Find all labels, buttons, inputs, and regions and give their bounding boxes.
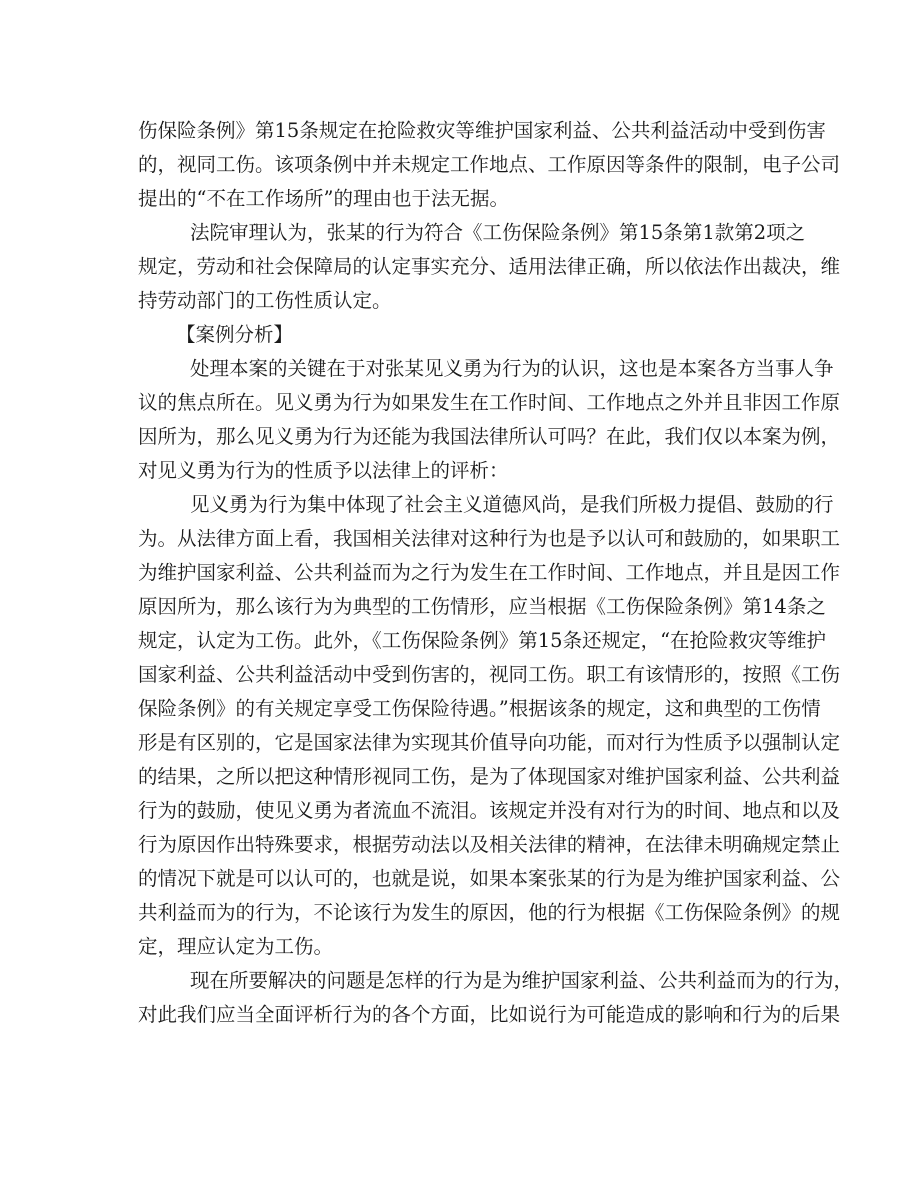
section-heading <box>138 318 786 352</box>
text-line: 议的焦点所在。见义勇为行为如果发生在工作时间、工作地点之外并且非因工作原 <box>138 391 841 414</box>
paragraph-court-ruling <box>138 216 841 318</box>
text-line: 对见义勇为行为的性质予以法律上的评析： <box>138 459 509 482</box>
text-line: 法院审理认为，张某的行为符合《工伤保险条例》第15条第1款第2项之 <box>190 221 806 244</box>
text-line: 的结果，之所以把这种情形视同工伤，是为了体现国家对维护国家利益、公共利益 <box>138 765 841 788</box>
text-line: 伤保险条例》第15条规定在抢险救灾等维护国家利益、公共利益活动中受到伤害 <box>138 119 826 142</box>
text-line: 规定，劳动和社会保障局的认定事实充分、适用法律正确，所以依法作出裁决，维 <box>138 255 841 278</box>
text-line: 为维护国家利益、公共利益而为之行为发生在工作时间、工作地点，并且是因工作 <box>138 561 841 584</box>
text-line: 行为的鼓励，使见义勇为者流血不流泪。该规定并没有对行为的时间、地点和以及 <box>138 799 841 822</box>
text-line: 保险条例》的有关规定享受工伤保险待遇。”根据该条的规定，这和典型的工伤情 <box>138 697 821 720</box>
text-line: 共利益而为的行为，不论该行为发生的原因，他的行为根据《工伤保险条例》的规 <box>138 901 841 924</box>
text-line: 为。从法律方面上看，我国相关法律对这种行为也是予以认可和鼓励的，如果职工 <box>138 527 841 550</box>
text-line: 规定，认定为工伤。此外，《工伤保险条例》第15条还规定，“在抢险救灾等维护 <box>138 629 827 652</box>
text-line: 的情况下就是可以认可的，也就是说，如果本案张某的行为是为维护国家利益、公 <box>138 867 841 890</box>
text-line: 定，理应认定为工伤。 <box>138 935 334 958</box>
text-line: 现在所要解决的问题是怎样的行为是为维护国家利益、公共利益而为的行为， <box>190 969 854 992</box>
text-line: 的，视同工伤。该项条例中并未规定工作地点、工作原因等条件的限制，电子公司 <box>138 153 841 176</box>
text-line: 原因所为，那么该行为为典型的工伤情形，应当根据《工伤保险条例》第14条之 <box>138 595 826 618</box>
paragraph-continuation <box>138 114 841 216</box>
text-line: 因所为，那么见义勇为行为还能为我国法律所认可吗？在此，我们仅以本案为例， <box>138 425 841 448</box>
text-line: 持劳动部门的工伤性质认定。 <box>138 289 392 312</box>
text-line: 处理本案的关键在于对张某见义勇为行为的认识，这也是本案各方当事人争 <box>190 357 834 380</box>
text-line: 国家利益、公共利益活动中受到伤害的，视同工伤。职工有该情形的，按照《工伤 <box>138 663 841 686</box>
text-line: 提出的“不在工作场所”的理由也于法无据。 <box>138 187 509 210</box>
text-line: 形是有区别的，它是国家法律为实现其价值导向功能，而对行为性质予以强制认定 <box>138 731 841 754</box>
text-line: 见义勇为行为集中体现了社会主义道德风尚，是我们所极力提倡、鼓励的行 <box>190 493 834 516</box>
paragraph-remaining-question <box>138 964 854 1032</box>
heading-case-analysis: 【案例分析】 <box>176 323 294 346</box>
text-line: 行为原因作出特殊要求，根据劳动法以及相关法律的精神，在法律未明确规定禁止 <box>138 833 841 856</box>
text-line: 对此我们应当全面评析行为的各个方面，比如说行为可能造成的影响和行为的后果 <box>138 1003 841 1026</box>
paragraph-key-issue <box>138 352 841 488</box>
paragraph-legal-analysis <box>138 488 841 964</box>
document-body <box>138 114 854 1032</box>
